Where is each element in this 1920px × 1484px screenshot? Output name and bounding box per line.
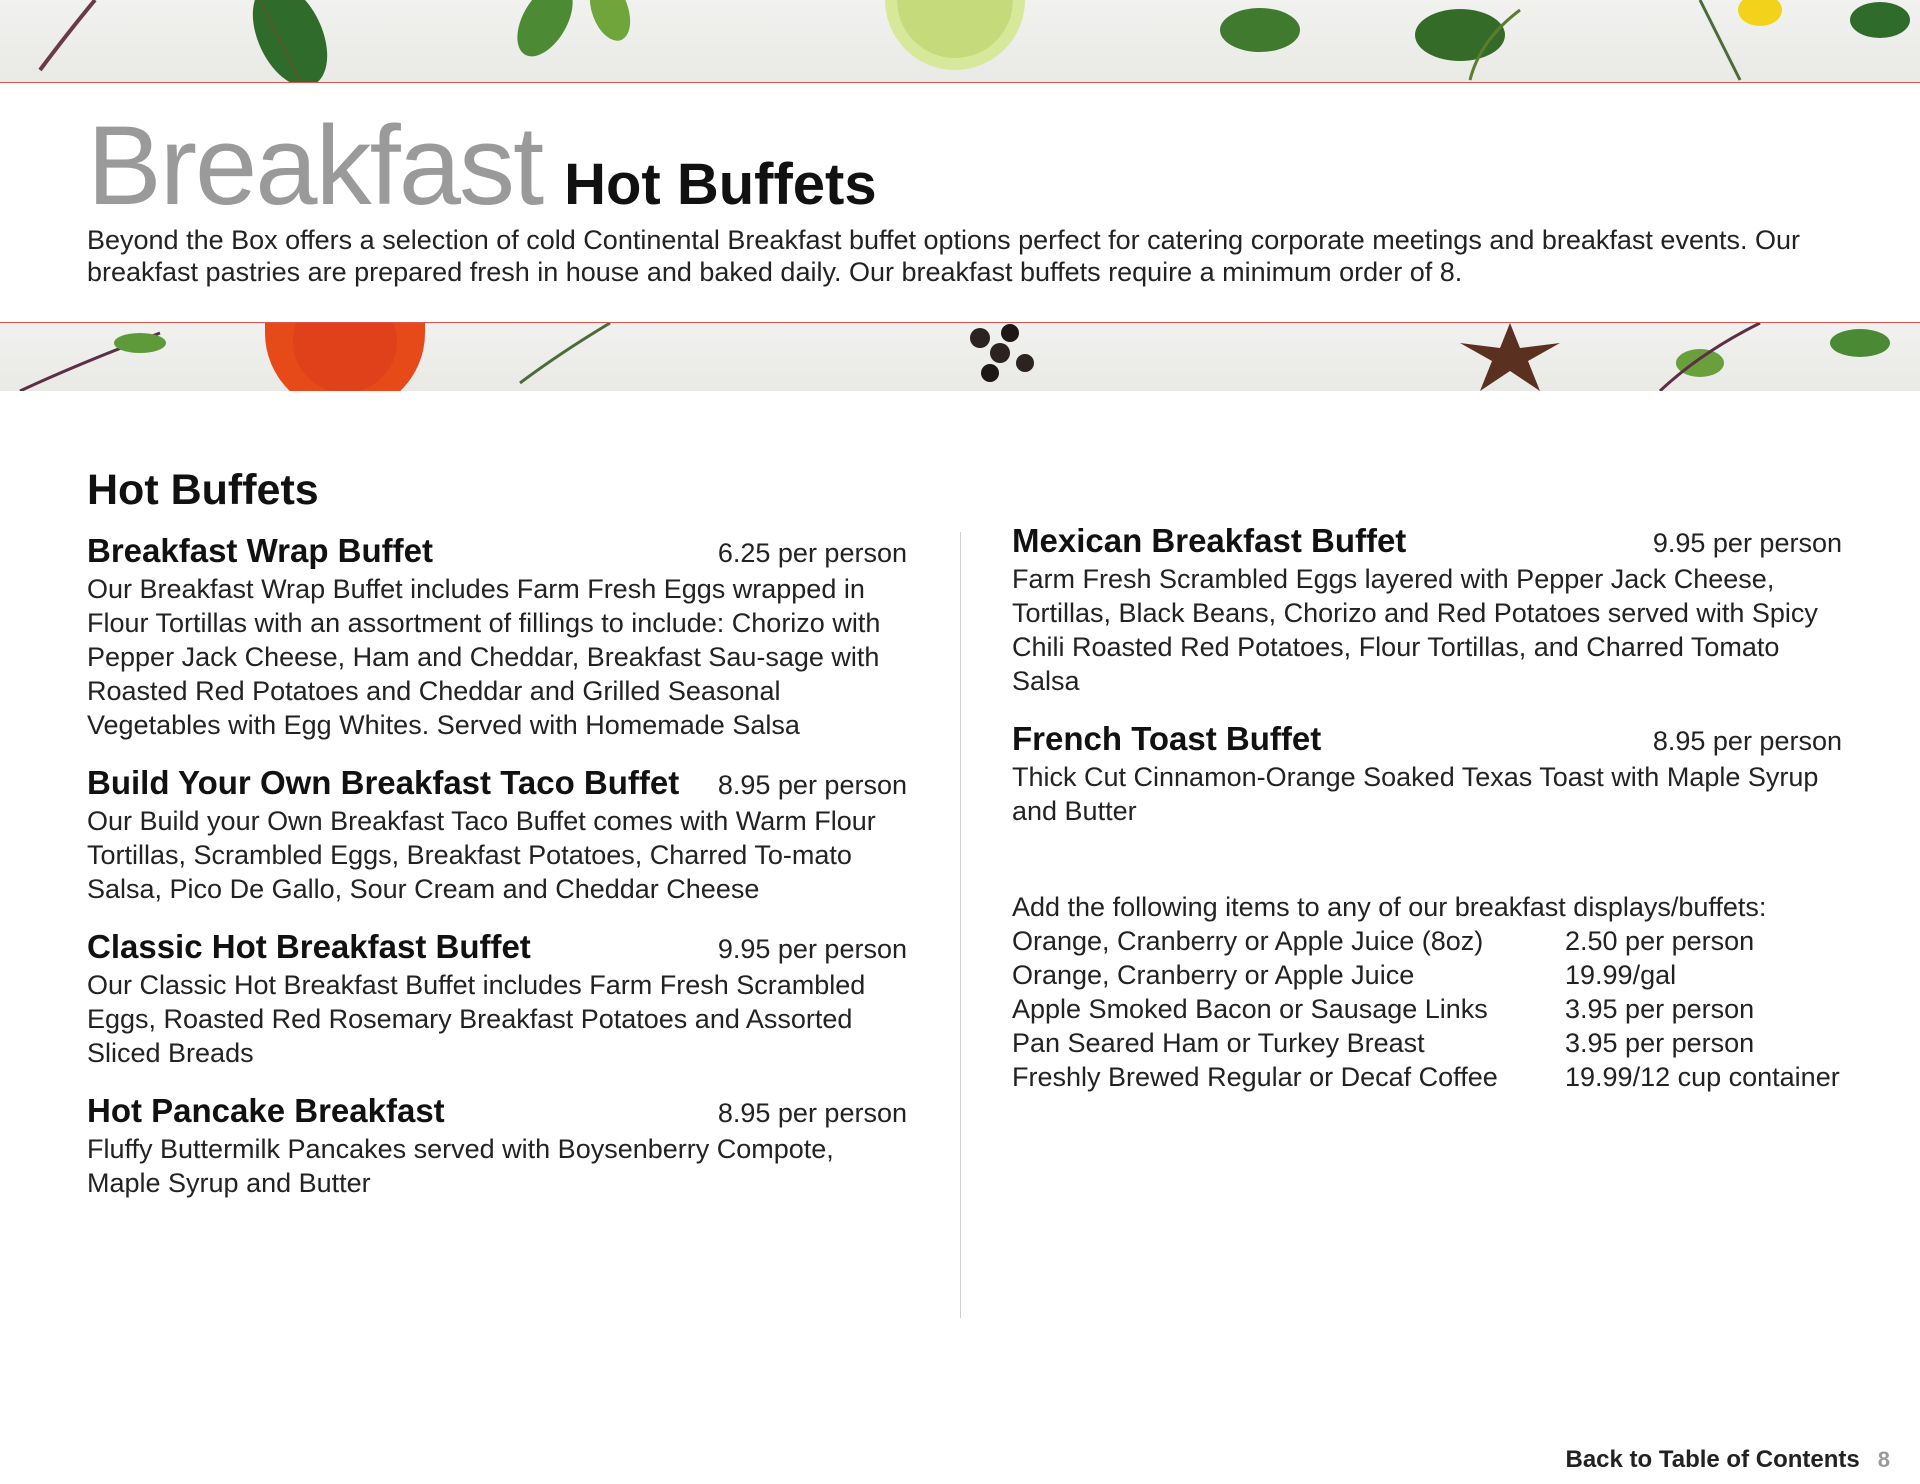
addon-name: Freshly Brewed Regular or Decaf Coffee [1012,1062,1498,1092]
addon-price: 3.95 per person [1565,994,1755,1024]
bottom-decorative-band [0,322,1920,391]
addons-intro: Add the following items to any of our breakfast displays/buffets: [1012,892,1767,922]
page-header [87,103,1867,228]
addons-section [1012,890,1842,1094]
menu-item [1012,720,1842,828]
menu-item [87,928,907,1070]
intro-paragraph: Beyond the Box offers a selection of cold Continental Breakfast buffet options perfect for catering corporate meetings and breakfast events. Our breakfast pastries are prepared fresh in house and baked daily. Our breakfast buffets require a minimum order of 8. [87,225,1800,287]
page-title: Breakfast [87,103,543,228]
herb-decoration-image [0,0,1920,82]
item-price: 8.95 per person [1652,726,1842,756]
item-name: Mexican Breakfast Buffet [1012,522,1407,559]
item-description: Our Breakfast Wrap Buffet includes Farm Fresh Eggs wrapped in Flour Tortillas with an assortment of fillings to include: Chorizo with Pepper Jack Cheese, Ham and Cheddar, Breakfast Sau-sage with Roasted Red Potatoes and Cheddar and Grilled Seasonal Vegetables with Egg Whites. Served with Homemade Salsa [87,574,881,740]
item-price: 6.25 per person [717,538,907,568]
menu-item [87,1092,907,1200]
addon-name: Orange, Cranberry or Apple Juice [1012,960,1415,990]
addon-name: Orange, Cranberry or Apple Juice (8oz) [1012,926,1484,956]
item-name: Build Your Own Breakfast Taco Buffet [87,764,680,801]
addon-row [1012,958,1842,992]
addon-price: 19.99/12 cup container [1565,1062,1840,1092]
addon-name: Pan Seared Ham or Turkey Breast [1012,1028,1425,1058]
addon-row [1012,1026,1842,1060]
item-name: Classic Hot Breakfast Buffet [87,928,531,965]
item-description: Farm Fresh Scrambled Eggs layered with Pepper Jack Cheese, Tortillas, Black Beans, Chorizo and Red Potatoes served with Spicy Chili Roasted Red Potatoes, Flour Tortillas, and Charred Tomato Salsa [1012,564,1818,696]
page-subtitle: Hot Buffets [564,152,877,217]
addon-row [1012,992,1842,1026]
addon-price: 19.99/gal [1565,960,1677,990]
item-name: French Toast Buffet [1012,720,1322,757]
item-price: 9.95 per person [717,934,907,964]
item-name: Breakfast Wrap Buffet [87,532,433,569]
addon-row [1012,924,1842,958]
top-decorative-band [0,0,1920,83]
item-name: Hot Pancake Breakfast [87,1092,445,1129]
section-heading: Hot Buffets [87,466,319,514]
item-description: Our Classic Hot Breakfast Buffet includes Farm Fresh Scrambled Eggs, Roasted Red Rosemary Breakfast Potatoes and Assorted Sliced Breads [87,970,866,1068]
item-price: 9.95 per person [1652,528,1842,558]
addon-price: 3.95 per person [1565,1028,1755,1058]
menu-item [1012,522,1842,698]
menu-item [87,532,907,742]
item-description: Our Build your Own Breakfast Taco Buffet comes with Warm Flour Tortillas, Scrambled Eggs, Breakfast Potatoes, Charred To-mato Salsa, Pico De Gallo, Sour Cream and Cheddar Cheese [87,806,876,904]
addon-price: 2.50 per person [1565,926,1755,956]
page-footer [1566,1446,1891,1474]
page-number: 8 [1877,1447,1890,1472]
left-menu-column [87,532,907,1222]
item-description: Fluffy Buttermilk Pancakes served with Boysenberry Compote, Maple Syrup and Butter [87,1134,834,1198]
addon-name: Apple Smoked Bacon or Sausage Links [1012,994,1488,1024]
right-menu-column [1012,522,1842,1094]
item-price: 8.95 per person [717,770,907,800]
item-description: Thick Cut Cinnamon-Orange Soaked Texas Toast with Maple Syrup and Butter [1012,762,1819,826]
back-to-toc-link[interactable]: Back to Table of Contents [1565,1446,1860,1473]
spice-decoration-image [0,323,1920,391]
column-divider [960,532,961,1318]
menu-item [87,764,907,906]
addon-row [1012,1060,1842,1094]
item-price: 8.95 per person [717,1098,907,1128]
